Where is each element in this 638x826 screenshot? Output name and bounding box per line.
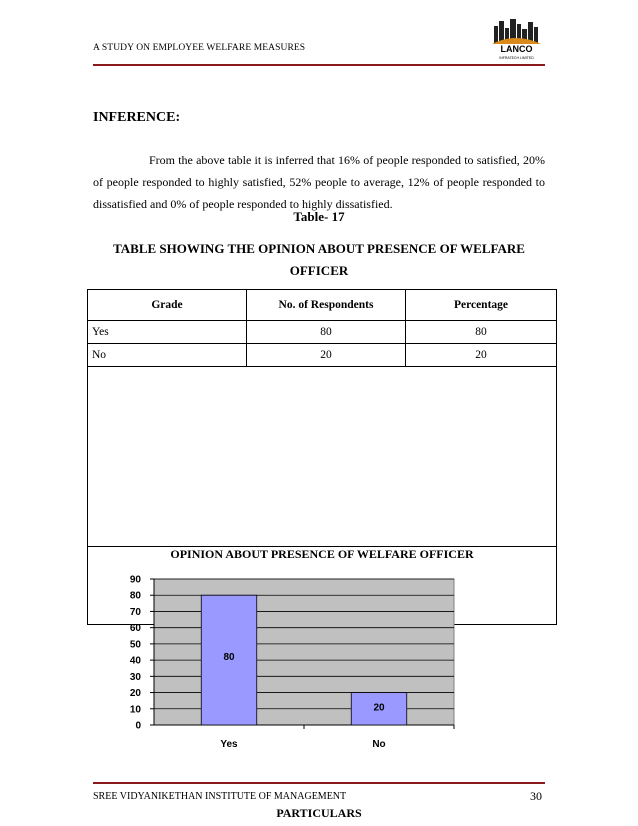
y-tick-label: 60 <box>129 623 141 635</box>
table-title: TABLE SHOWING THE OPINION ABOUT PRESENCE OF WELFARE OFFICER <box>113 241 525 278</box>
table-cell-percentage: 20 <box>406 344 557 367</box>
header-title: A STUDY ON EMPLOYEE WELFARE MEASURES <box>93 43 306 53</box>
table-cell-respondents: 80 <box>247 321 406 344</box>
y-tick-label: 50 <box>129 639 141 651</box>
logo-text: LANCO <box>500 44 533 54</box>
data-table <box>87 289 557 367</box>
header-rule <box>93 64 545 66</box>
y-tick-label: 90 <box>129 574 141 586</box>
inference-paragraph <box>93 149 545 215</box>
data-label: 80 <box>223 652 235 664</box>
y-tick-label: 0 <box>135 720 141 732</box>
inference-heading: INFERENCE: <box>93 110 181 125</box>
footer-rule <box>93 782 545 784</box>
y-tick-label: 80 <box>129 590 141 602</box>
x-tick-label: No <box>372 739 386 750</box>
table-row <box>88 321 557 344</box>
page-number: 30 <box>530 789 542 803</box>
y-tick-label: 10 <box>129 704 141 716</box>
inference-text: From the above table it is inferred that 16% of people responded to satisfied, 20% of people responded to highly satisfied, 52% people to average, 12% of people responded to dissatisfied and 0% of people responded to highly dissatisfied. <box>93 153 545 211</box>
table-header-row <box>88 290 557 321</box>
company-logo <box>488 18 545 62</box>
y-tick-label: 70 <box>129 606 141 618</box>
data-label: 20 <box>373 702 385 714</box>
chart-title: OPINION ABOUT PRESENCE OF WELFARE OFFICER <box>170 547 474 561</box>
table-cell-percentage: 80 <box>406 321 557 344</box>
y-tick-label: 40 <box>129 655 141 667</box>
table-number: Table- 17 <box>293 209 345 224</box>
logo-subtext: INFRATECH LIMITED <box>499 56 534 60</box>
table-header-percentage: Percentage <box>406 290 557 321</box>
footer-institute: SREE VIDYANIKETHAN INSTITUTE OF MANAGEMENT <box>93 791 347 802</box>
table-row <box>88 344 557 367</box>
table-cell-grade: Yes <box>88 321 247 344</box>
table-header-grade: Grade <box>88 290 247 321</box>
next-section-heading: PARTICULARS <box>276 806 362 820</box>
table-header-respondents: No. of Respondents <box>247 290 406 321</box>
x-tick-label: Yes <box>220 739 238 750</box>
bar-chart <box>87 565 557 755</box>
y-tick-label: 20 <box>129 688 141 700</box>
plot-area <box>154 579 454 725</box>
table-cell-grade: No <box>88 344 247 367</box>
table-cell-respondents: 20 <box>247 344 406 367</box>
y-tick-label: 30 <box>129 671 141 683</box>
